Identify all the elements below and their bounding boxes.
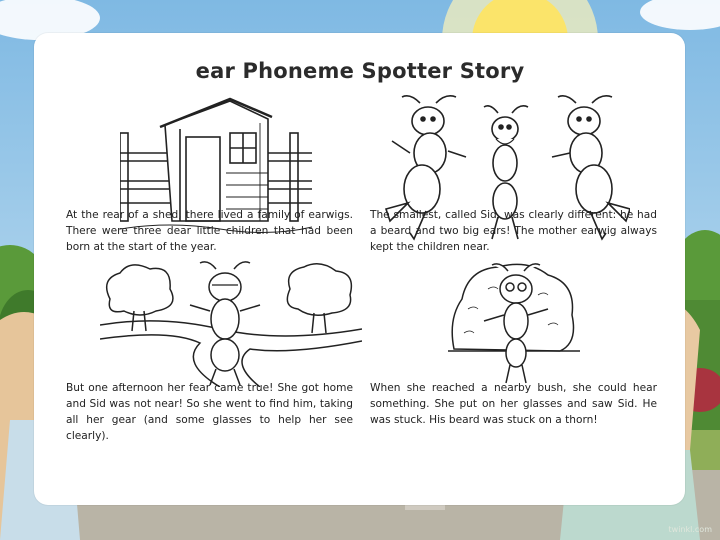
story-sheet: [52, 45, 668, 442]
panel-3-text: But one afternoon her fear came true! She got home and Sid was not near! So she went to find him, taking all her gear (and some glasses to help her see clearly).: [66, 382, 353, 442]
panel-1-text: At the rear of a shed, there lived a family of earwigs. There were three dear little children that had been born at the start of the year.: [66, 209, 353, 253]
earwig-by-bush-illustration: [448, 259, 580, 385]
page-title: ear Phoneme Spotter Story: [195, 59, 525, 83]
panel-2-text: The smallest, called Sid, was clearly different: he had a beard and two big ears! The mother earwig always kept the children near.: [370, 209, 657, 253]
earwig-on-path-illustration: [100, 259, 362, 387]
panel-4-text: When she reached a nearby bush, she could hear something. She put on her glasses and saw Sid. He was stuck. His beard was stuck on a thorn!: [370, 382, 657, 426]
watermark: twinkl.com: [668, 525, 712, 534]
